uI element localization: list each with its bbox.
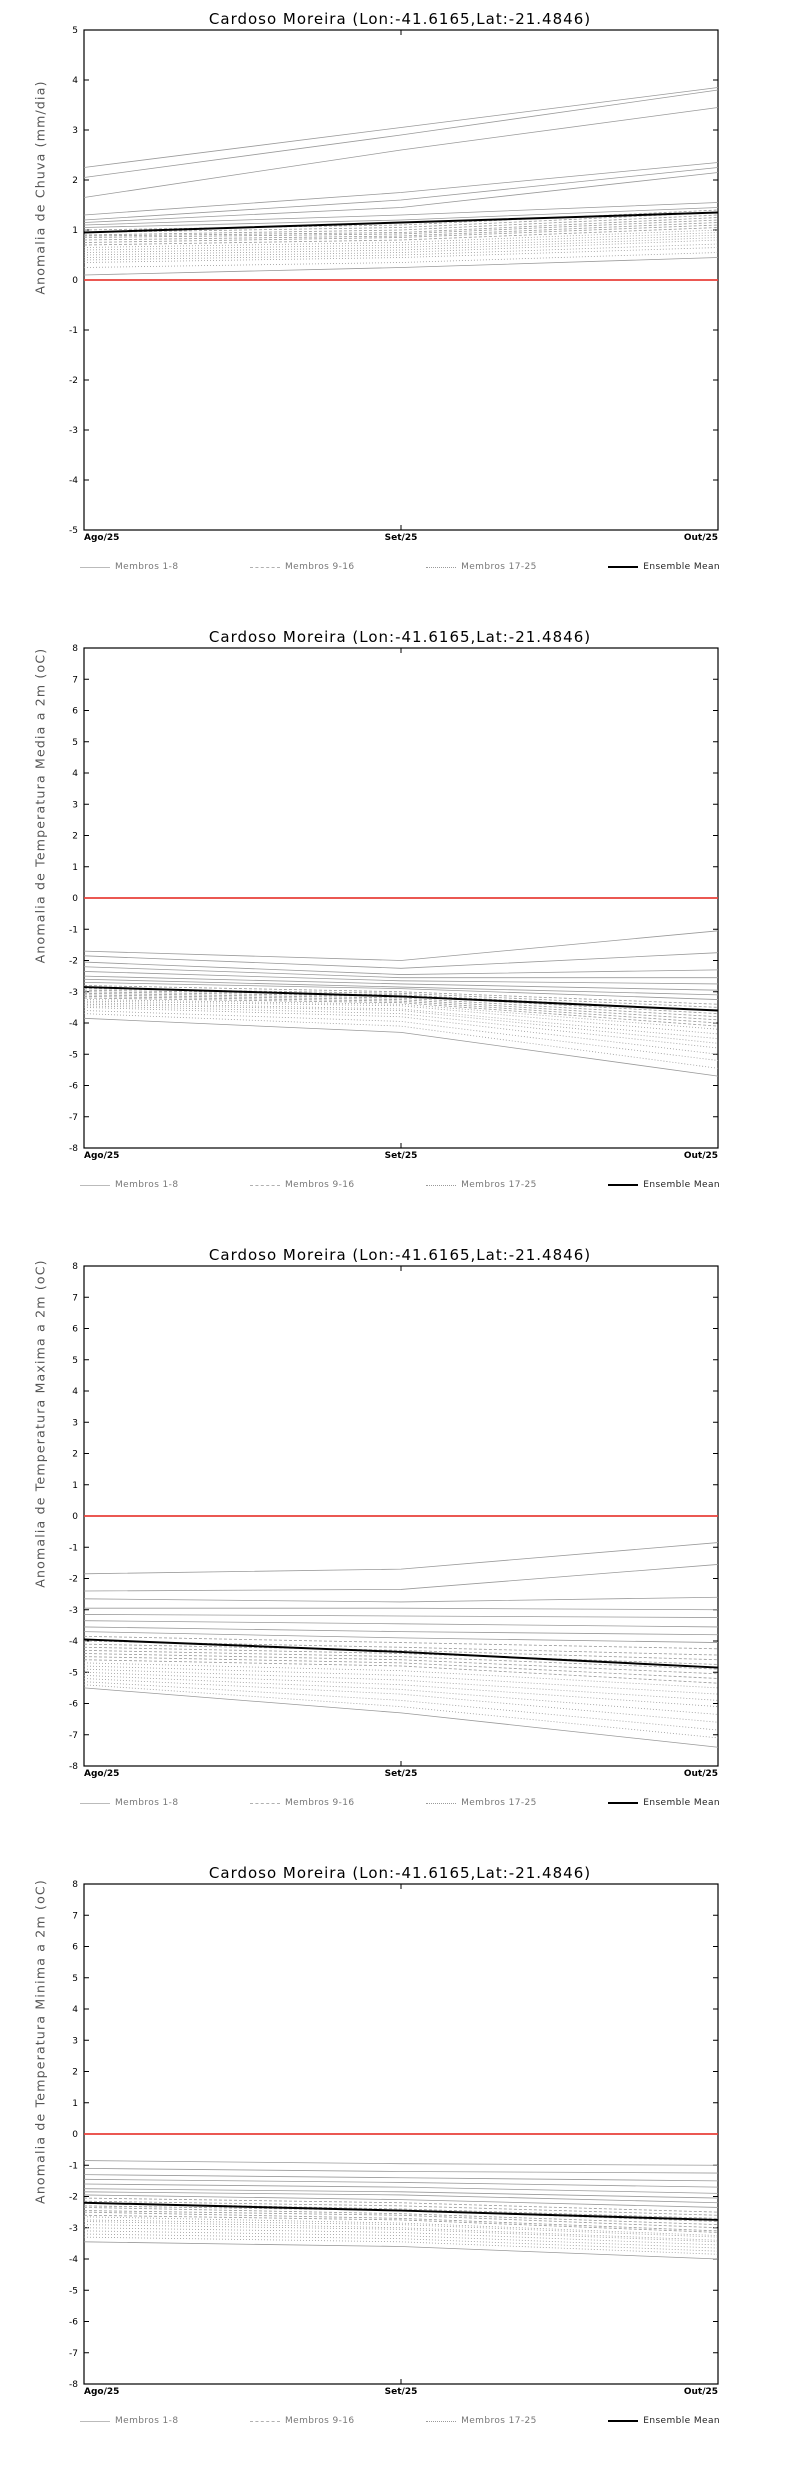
legend-label: Membros 9-16 — [284, 1798, 355, 1808]
svg-text:0: 0 — [72, 276, 78, 287]
svg-text:7: 7 — [72, 675, 78, 686]
chart-title: Cardoso Moreira (Lon:-41.6165,Lat:-21.4846) — [208, 1246, 592, 1264]
svg-text:Out/25: Out/25 — [683, 1769, 718, 1779]
svg-text:-4: -4 — [69, 476, 78, 487]
svg-text:5: 5 — [72, 1355, 78, 1366]
svg-text:-2: -2 — [69, 1574, 78, 1585]
svg-text:2: 2 — [72, 2067, 78, 2078]
svg-text:-3: -3 — [69, 1605, 78, 1616]
svg-text:-8: -8 — [69, 2380, 78, 2391]
legend-swatch-icon — [608, 566, 638, 568]
svg-text:-7: -7 — [69, 1730, 78, 1741]
legend-label: Membros 1-8 — [115, 562, 179, 572]
svg-text:-6: -6 — [69, 1699, 78, 1710]
svg-text:2: 2 — [72, 831, 78, 842]
plot-area-rainfall — [0, 0, 800, 618]
svg-text:-4: -4 — [69, 1019, 78, 1030]
svg-text:3: 3 — [72, 126, 78, 137]
legend-item-membros-9-16 — [250, 1798, 355, 1808]
legend-label: Ensemble Mean — [643, 1180, 720, 1190]
svg-text:-3: -3 — [69, 987, 78, 998]
svg-text:5: 5 — [72, 26, 78, 37]
svg-text:-5: -5 — [69, 2286, 78, 2297]
chart-title: Cardoso Moreira (Lon:-41.6165,Lat:-21.4846) — [208, 10, 592, 28]
svg-text:-1: -1 — [69, 2161, 78, 2172]
svg-text:Set/25: Set/25 — [384, 533, 418, 543]
legend-swatch-icon — [426, 1803, 456, 1804]
svg-text:7: 7 — [72, 1911, 78, 1922]
svg-text:Ago/25: Ago/25 — [84, 1769, 120, 1779]
svg-text:4: 4 — [72, 769, 78, 780]
legend-swatch-icon — [250, 567, 280, 568]
y-axis-label: Anomalia de Temperatura Maxima a 2m (oC) — [32, 1259, 48, 1588]
svg-text:7: 7 — [72, 1293, 78, 1304]
legend-swatch-icon — [250, 2421, 280, 2422]
legend-label: Membros 17-25 — [461, 1798, 537, 1808]
legend-label: Membros 17-25 — [461, 1180, 537, 1190]
legend-item-membros-9-16 — [250, 2416, 355, 2426]
svg-text:1: 1 — [72, 1480, 78, 1491]
legend-swatch-icon — [426, 1185, 456, 1186]
plot-area-max-temperature — [0, 1236, 800, 1854]
svg-text:-2: -2 — [69, 2192, 78, 2203]
svg-text:-3: -3 — [69, 2223, 78, 2234]
svg-text:2: 2 — [72, 176, 78, 187]
svg-text:-2: -2 — [69, 956, 78, 967]
svg-text:4: 4 — [72, 76, 78, 87]
legend-swatch-icon — [426, 567, 456, 568]
legend-item-membros-9-16 — [250, 1180, 355, 1190]
svg-text:1: 1 — [72, 226, 78, 237]
legend-item-ensemble-mean — [608, 562, 720, 572]
chart-legend — [80, 1180, 720, 1190]
svg-text:8: 8 — [72, 1880, 78, 1891]
legend-label: Membros 17-25 — [461, 562, 537, 572]
svg-text:5: 5 — [72, 1973, 78, 1984]
svg-text:-6: -6 — [69, 2317, 78, 2328]
legend-label: Ensemble Mean — [643, 1798, 720, 1808]
chart-title: Cardoso Moreira (Lon:-41.6165,Lat:-21.4846) — [208, 1864, 592, 1882]
svg-text:-7: -7 — [69, 1112, 78, 1123]
svg-text:Out/25: Out/25 — [683, 533, 718, 543]
svg-text:-8: -8 — [69, 1144, 78, 1155]
svg-text:-8: -8 — [69, 1762, 78, 1773]
chart-panel-rainfall — [0, 0, 800, 618]
legend-item-ensemble-mean — [608, 1180, 720, 1190]
chart-legend — [80, 1798, 720, 1808]
legend-item-membros-17-25 — [426, 1798, 537, 1808]
legend-swatch-icon — [80, 1185, 110, 1186]
svg-text:Ago/25: Ago/25 — [84, 533, 120, 543]
legend-item-membros-1-8 — [80, 562, 178, 572]
legend-item-ensemble-mean — [608, 1798, 720, 1808]
svg-text:Ago/25: Ago/25 — [84, 2387, 120, 2397]
svg-text:8: 8 — [72, 644, 78, 655]
plot-area-mean-temperature — [0, 618, 800, 1236]
legend-swatch-icon — [250, 1803, 280, 1804]
svg-text:6: 6 — [72, 706, 78, 717]
legend-label: Membros 17-25 — [461, 2416, 537, 2426]
chart-legend — [80, 2416, 720, 2426]
svg-text:-1: -1 — [69, 1543, 78, 1554]
svg-text:-5: -5 — [69, 526, 78, 537]
legend-item-membros-1-8 — [80, 2416, 178, 2426]
legend-label: Membros 1-8 — [115, 1798, 179, 1808]
legend-swatch-icon — [80, 1803, 110, 1804]
legend-swatch-icon — [250, 1185, 280, 1186]
legend-swatch-icon — [80, 2421, 110, 2422]
svg-text:-2: -2 — [69, 376, 78, 387]
svg-text:0: 0 — [72, 1512, 78, 1523]
svg-text:6: 6 — [72, 1942, 78, 1953]
y-axis-label: Anomalia de Chuva (mm/dia) — [32, 80, 48, 295]
legend-item-membros-9-16 — [250, 562, 355, 572]
svg-text:5: 5 — [72, 737, 78, 748]
legend-label: Membros 9-16 — [284, 2416, 355, 2426]
svg-text:-1: -1 — [69, 925, 78, 936]
svg-text:4: 4 — [72, 2005, 78, 2016]
svg-text:-7: -7 — [69, 2348, 78, 2359]
legend-item-membros-1-8 — [80, 1798, 178, 1808]
y-axis-label: Anomalia de Temperatura Minima a 2m (oC) — [32, 1879, 48, 2204]
legend-item-ensemble-mean — [608, 2416, 720, 2426]
legend-swatch-icon — [608, 2420, 638, 2422]
legend-item-membros-17-25 — [426, 562, 537, 572]
legend-label: Membros 1-8 — [115, 2416, 179, 2426]
svg-text:6: 6 — [72, 1324, 78, 1335]
svg-text:2: 2 — [72, 1449, 78, 1460]
svg-text:4: 4 — [72, 1387, 78, 1398]
legend-label: Ensemble Mean — [643, 2416, 720, 2426]
svg-text:-3: -3 — [69, 426, 78, 437]
legend-label: Membros 9-16 — [284, 562, 355, 572]
svg-text:-4: -4 — [69, 2255, 78, 2266]
svg-text:1: 1 — [72, 2098, 78, 2109]
svg-text:3: 3 — [72, 2036, 78, 2047]
legend-label: Ensemble Mean — [643, 562, 720, 572]
legend-item-membros-17-25 — [426, 2416, 537, 2426]
legend-label: Membros 9-16 — [284, 1180, 355, 1190]
svg-text:-4: -4 — [69, 1637, 78, 1648]
legend-swatch-icon — [608, 1802, 638, 1804]
legend-item-membros-1-8 — [80, 1180, 178, 1190]
svg-text:Set/25: Set/25 — [384, 1769, 418, 1779]
svg-text:-5: -5 — [69, 1668, 78, 1679]
svg-text:1: 1 — [72, 862, 78, 873]
chart-panel-mean-temperature — [0, 618, 800, 1236]
legend-label: Membros 1-8 — [115, 1180, 179, 1190]
legend-item-membros-17-25 — [426, 1180, 537, 1190]
svg-text:Set/25: Set/25 — [384, 1151, 418, 1161]
svg-text:0: 0 — [72, 2130, 78, 2141]
svg-text:Out/25: Out/25 — [683, 1151, 718, 1161]
legend-swatch-icon — [80, 567, 110, 568]
svg-text:-5: -5 — [69, 1050, 78, 1061]
svg-text:Out/25: Out/25 — [683, 2387, 718, 2397]
svg-text:Ago/25: Ago/25 — [84, 1151, 120, 1161]
y-axis-label: Anomalia de Temperatura Media a 2m (oC) — [32, 647, 48, 964]
svg-text:-1: -1 — [69, 326, 78, 337]
chart-legend — [80, 562, 720, 572]
svg-text:0: 0 — [72, 894, 78, 905]
svg-text:8: 8 — [72, 1262, 78, 1273]
chart-title: Cardoso Moreira (Lon:-41.6165,Lat:-21.4846) — [208, 628, 592, 646]
svg-text:3: 3 — [72, 1418, 78, 1429]
chart-panel-max-temperature — [0, 1236, 800, 1854]
svg-text:Set/25: Set/25 — [384, 2387, 418, 2397]
chart-panel-min-temperature — [0, 1854, 800, 2472]
plot-area-min-temperature — [0, 1854, 800, 2472]
svg-text:3: 3 — [72, 800, 78, 811]
legend-swatch-icon — [426, 2421, 456, 2422]
svg-text:-6: -6 — [69, 1081, 78, 1092]
legend-swatch-icon — [608, 1184, 638, 1186]
